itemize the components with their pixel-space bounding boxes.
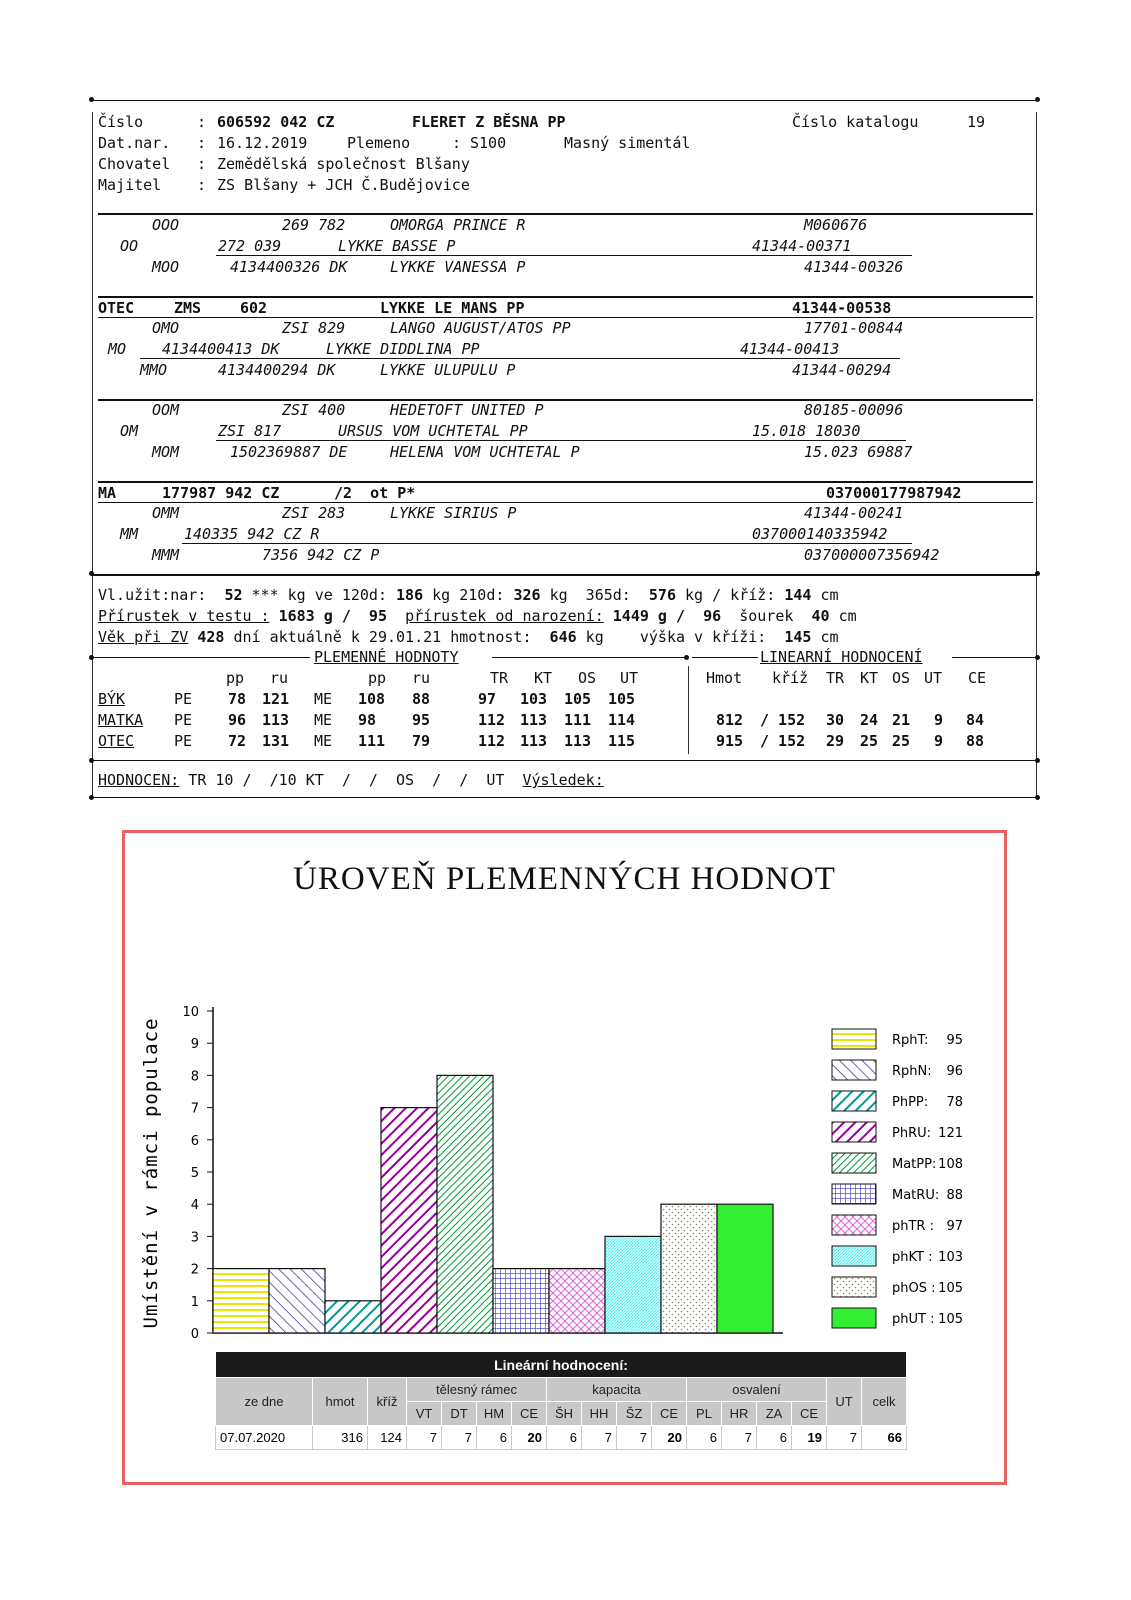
ped-name: LYKKE SIRIUS P (390, 504, 517, 522)
perf-value: 646 (549, 628, 577, 646)
table-cell: 7 (582, 1426, 617, 1450)
ma-code: MA (98, 484, 117, 502)
perf-text: kg 365d: (549, 586, 631, 604)
cell-mpp: 108 (358, 690, 386, 708)
ped-id: ZSI 817 (218, 422, 282, 440)
otec-id: 602 (240, 299, 268, 317)
legend-value: 121 (938, 1126, 963, 1141)
ped-name: LYKKE ULUPULU P (380, 361, 516, 379)
lin-cell: 30 (826, 711, 845, 729)
ped-reg: 41344-00413 (740, 340, 840, 358)
lin-cell: 24 (860, 711, 879, 729)
ped-reg: 037000140335942 (752, 525, 888, 543)
ma-id: 177987 942 CZ (162, 484, 280, 502)
th: ŠZ (617, 1402, 652, 1426)
perf-value: 326 (513, 586, 541, 604)
ped-code: MOO (152, 258, 180, 276)
cell-pe: PE (174, 711, 193, 729)
corner-dot (684, 655, 689, 660)
ped-name: LYKKE VANESSA P (390, 258, 526, 276)
perf-value: 52 (224, 586, 243, 604)
perf-text: Věk při ZV (98, 628, 189, 646)
row-label: MATKA (98, 711, 144, 729)
table-cell: 6 (477, 1426, 512, 1450)
lin-cell: 25 (860, 732, 879, 750)
legend-label: PhPP: (892, 1095, 929, 1110)
legend-label: phKT : (892, 1250, 933, 1265)
lin-cell: 9 (934, 732, 944, 750)
plemeno-name: Masný simentál (564, 134, 691, 152)
bar (493, 1269, 549, 1333)
rule (98, 481, 1033, 483)
lin-cell: 29 (826, 732, 845, 750)
ped-code: MOM (152, 443, 180, 461)
legend-swatch (832, 1184, 876, 1204)
ped-name: LANGO AUGUST/ATOS PP (390, 319, 571, 337)
ped-reg: 037000007356942 (804, 546, 940, 564)
y-tick-label: 2 (190, 1262, 199, 1278)
table-cell: 19 (792, 1426, 827, 1450)
col-head: TR (490, 669, 509, 687)
table-cell: 7 (407, 1426, 442, 1450)
th: CE (652, 1402, 687, 1426)
lin-cell: / 152 (760, 732, 806, 750)
ped-id: 7356 942 CZ P (262, 546, 380, 564)
otec-mid: ZMS (174, 299, 202, 317)
plemeno-value: S100 (470, 134, 507, 152)
th: ŠH (547, 1402, 582, 1426)
legend-label: MatPP: (892, 1157, 937, 1172)
ped-code: OMO (152, 319, 180, 337)
perf-text: kg / kříž: (685, 586, 776, 604)
linear-title: LINEARNÍ HODNOCENÍ (760, 648, 923, 666)
cell-ru: 131 (262, 732, 290, 750)
table-cell: 66 (862, 1426, 907, 1450)
perf-value: 40 (811, 607, 830, 625)
legend-value: 105 (938, 1281, 963, 1296)
cell-pp: 72 (228, 732, 247, 750)
bar (605, 1236, 661, 1333)
y-tick-label: 0 (190, 1327, 199, 1342)
ped-id: ZSI 283 (282, 504, 346, 522)
rule (98, 296, 1033, 298)
col-head: CE (968, 669, 987, 687)
datnar-value: 16.12.2019 (217, 134, 308, 152)
col-head: UT (924, 669, 943, 687)
table-cell: 7 (442, 1426, 477, 1450)
ped-id: ZSI 829 (282, 319, 346, 337)
table-cell: 7 (722, 1426, 757, 1450)
majitel-label: Majitel (98, 176, 162, 194)
ped-reg: 15.018 18030 (752, 422, 861, 440)
legend-swatch (832, 1277, 876, 1297)
table-cell: 316 (313, 1426, 368, 1450)
bottom-rule (92, 797, 1037, 798)
cell-mru: 79 (412, 732, 431, 750)
ped-name: LYKKE BASSE P (338, 237, 456, 255)
ped-id: 269 782 (282, 216, 346, 234)
group-head: kapacita (547, 1378, 687, 1402)
legend-value: 78 (946, 1095, 963, 1110)
col-head: ru (270, 669, 289, 687)
perf-value: 1683 g / 95 (278, 607, 387, 625)
legend-value: 108 (938, 1157, 963, 1172)
cell-os: 105 (564, 690, 592, 708)
corner-dot (1035, 571, 1040, 576)
corner-dot (89, 571, 94, 576)
perf-text: kg (585, 628, 604, 646)
ped-code: MMO (140, 361, 168, 379)
colon: : (197, 155, 207, 173)
legend-label: PhRU: (892, 1126, 932, 1141)
cell-mru: 88 (412, 690, 431, 708)
th: ZA (757, 1402, 792, 1426)
legend-swatch (832, 1215, 876, 1235)
col-head: KT (860, 669, 879, 687)
col-head: pp (368, 669, 387, 687)
ped-id: 4134400326 DK (230, 258, 348, 276)
legend-value: 95 (946, 1033, 963, 1048)
legend-label: RphT: (892, 1033, 929, 1048)
datnar-label: Dat.nar. (98, 134, 171, 152)
lin-cell: 812 (716, 711, 744, 729)
cell-me: ME (314, 711, 333, 729)
chart-bars (213, 1075, 773, 1333)
bar (269, 1269, 325, 1333)
ped-code: OOO (152, 216, 180, 234)
ped-id: ZSI 400 (282, 401, 346, 419)
y-tick-label: 10 (182, 1005, 199, 1020)
ped-code: OO (120, 237, 139, 255)
cell-kt: 113 (520, 711, 548, 729)
perf-line3 (98, 628, 839, 646)
cell-me: ME (314, 732, 333, 750)
col-head: kříž (772, 669, 809, 687)
cell-mpp: 98 (358, 711, 377, 729)
legend-label: RphN: (892, 1064, 932, 1079)
linear-table-title: Lineární hodnocení: (216, 1352, 907, 1378)
col-head: ru (412, 669, 431, 687)
cell-kt: 113 (520, 732, 548, 750)
cell-ut: 115 (608, 732, 636, 750)
col-head: OS (578, 669, 597, 687)
th: HH (582, 1402, 617, 1426)
rule (692, 657, 758, 658)
chovatel-value: Zemědělská společnost Blšany (217, 155, 470, 173)
cell-mpp: 111 (358, 732, 386, 750)
ped-reg: 80185-00096 (804, 401, 904, 419)
rule (92, 760, 1037, 761)
ped-name: URSUS VOM UCHTETAL PP (338, 422, 528, 440)
legend-value: 103 (938, 1250, 963, 1265)
ped-code: OOM (152, 401, 180, 419)
th: kříž (368, 1378, 407, 1426)
perf-value: 145 (784, 628, 812, 646)
cell-tr: 112 (478, 732, 506, 750)
ped-reg: 15.023 69887 (804, 443, 913, 461)
cell-pe: PE (174, 690, 193, 708)
catalog-value: 19 (967, 113, 986, 131)
col-head: TR (826, 669, 845, 687)
bar (437, 1075, 493, 1333)
perf-text: přírustek od narození: (405, 607, 604, 625)
table-cell: 6 (547, 1426, 582, 1450)
plemenne-title: PLEMENNÉ HODNOTY (314, 648, 459, 666)
legend-swatch (832, 1153, 876, 1173)
legend-label: phUT : (892, 1312, 935, 1327)
legend-value: 105 (938, 1312, 963, 1327)
table-cell: 20 (652, 1426, 687, 1450)
legend-swatch (832, 1308, 876, 1328)
legend-swatch (832, 1122, 876, 1142)
th: CE (792, 1402, 827, 1426)
cell-ru: 113 (262, 711, 290, 729)
majitel-value: ZS Blšany + JCH Č.Budějovice (217, 176, 470, 194)
perf-value: 576 (648, 586, 676, 604)
ped-code: OMM (152, 504, 180, 522)
table-cell: 20 (512, 1426, 547, 1450)
th: HR (722, 1402, 757, 1426)
hodnoceni-text: TR 10 / /10 KT / / OS / / UT (179, 771, 514, 789)
ped-reg: 41344-00241 (804, 504, 904, 522)
legend-value: 88 (946, 1188, 963, 1203)
group-head: osvalení (687, 1378, 827, 1402)
underline (216, 255, 912, 256)
lin-cell: 21 (892, 711, 911, 729)
otec-code: OTEC (98, 299, 135, 317)
th: DT (442, 1402, 477, 1426)
colon: : (197, 134, 207, 152)
col-head: Hmot (706, 669, 743, 687)
perf-line1 (98, 586, 839, 604)
ped-name: HEDETOFT UNITED P (390, 401, 544, 419)
row-label: BÝK (98, 690, 126, 708)
colon: : (197, 113, 207, 131)
animal-name: FLERET Z BĚSNA PP (412, 113, 566, 131)
cell-ru: 121 (262, 690, 290, 708)
perf-text: dní aktuálně k 29.01.21 hmotnost: (233, 628, 532, 646)
colon: : (197, 176, 207, 194)
lin-cell: / 152 (760, 711, 806, 729)
rule (92, 574, 1037, 576)
bar (661, 1204, 717, 1333)
group-head: tělesný rámec (407, 1378, 547, 1402)
hodnoceni-line (98, 771, 604, 789)
perf-text: cm (820, 628, 839, 646)
left-border (92, 112, 93, 797)
ped-code: OM (120, 422, 139, 440)
bar (717, 1204, 773, 1333)
right-border (1036, 112, 1037, 797)
cell-ut: 114 (608, 711, 636, 729)
y-tick-label: 9 (190, 1037, 199, 1053)
bar (213, 1269, 269, 1333)
legend-value: 97 (946, 1219, 963, 1234)
corner-dot (1035, 758, 1040, 763)
perf-value: 144 (784, 586, 812, 604)
table-cell: 124 (368, 1426, 407, 1450)
rule (98, 317, 1033, 318)
chart-title: ÚROVEŇ PLEMENNÝCH HODNOT (293, 861, 836, 897)
table-row (216, 1426, 907, 1450)
lin-cell: 915 (716, 732, 744, 750)
lin-cell: 84 (966, 711, 985, 729)
bar (549, 1269, 605, 1333)
legend-swatch (832, 1246, 876, 1266)
lin-cell: 88 (966, 732, 985, 750)
ped-reg: 17701-00844 (804, 319, 904, 337)
ped-id: 4134400413 DK (162, 340, 280, 358)
cell-me: ME (314, 690, 333, 708)
legend-label: phOS : (892, 1281, 936, 1296)
ped-code: MO (108, 340, 127, 358)
y-tick-label: 4 (190, 1198, 199, 1214)
bar (325, 1301, 381, 1333)
table-cell: 7 (617, 1426, 652, 1450)
legend-label: MatRU: (892, 1188, 940, 1203)
y-tick-label: 6 (190, 1133, 199, 1149)
otec-name: LYKKE LE MANS PP (380, 299, 525, 317)
y-tick-label: 1 (190, 1294, 199, 1310)
cell-tr: 97 (478, 690, 497, 708)
underline (140, 358, 900, 359)
col-head: OS (892, 669, 911, 687)
table-cell: 07.07.2020 (216, 1426, 313, 1450)
ped-id: 1502369887 DE (230, 443, 348, 461)
y-tick-label: 3 (190, 1230, 199, 1246)
chart-panel (122, 830, 1007, 1485)
perf-text: Přírustek v testu : (98, 607, 270, 625)
top-rule (92, 100, 1037, 101)
hodnoceni-label: HODNOCEN: (98, 771, 180, 789)
legend-swatch (832, 1091, 876, 1111)
rule (492, 657, 684, 658)
perf-line2 (98, 607, 857, 625)
cell-pp: 96 (228, 711, 247, 729)
ped-reg: 41344-00326 (804, 258, 904, 276)
ped-code: MMM (152, 546, 180, 564)
corner-dot (89, 795, 94, 800)
underline (182, 543, 912, 544)
legend-label: phTR : (892, 1219, 934, 1234)
perf-text: šourek (739, 607, 794, 625)
linear-table (215, 1351, 907, 1450)
corner-dot (1035, 655, 1040, 660)
y-tick-label: 8 (190, 1069, 199, 1085)
rule (92, 657, 310, 658)
perf-text: výška v kříži: (639, 628, 767, 646)
table-cell: 7 (827, 1426, 862, 1450)
corner-dot (1035, 795, 1040, 800)
ped-id: 4134400294 DK (218, 361, 336, 379)
th: UT (827, 1378, 862, 1426)
catalog-label: Číslo katalogu (792, 113, 919, 131)
th: VT (407, 1402, 442, 1426)
bar (381, 1108, 437, 1333)
perf-text: cm (838, 607, 857, 625)
ped-reg: 41344-00294 (792, 361, 892, 379)
ped-id: 140335 942 CZ R (184, 525, 320, 543)
rule (98, 213, 1033, 215)
cell-pe: PE (174, 732, 193, 750)
corner-dot (89, 758, 94, 763)
col-head: pp (226, 669, 245, 687)
cell-kt: 103 (520, 690, 548, 708)
perf-text: Vl.užit:nar: (98, 586, 207, 604)
th: celk (862, 1378, 907, 1426)
ped-name: HELENA VOM UCHTETAL P (390, 443, 580, 461)
y-axis-label: Umístění v rámci populace (140, 1017, 162, 1329)
cislo-value: 606592 042 CZ (217, 113, 335, 131)
perf-text: kg 210d: (432, 586, 505, 604)
divider (688, 666, 689, 754)
cell-os: 113 (564, 732, 592, 750)
th: ze dne (216, 1378, 313, 1426)
ped-reg: 41344-00371 (752, 237, 852, 255)
rule (952, 657, 1037, 658)
perf-value: 428 (197, 628, 225, 646)
cislo-label: Číslo (98, 113, 144, 131)
perf-text: *** kg ve 120d: (251, 586, 387, 604)
ma-reg: 037000177987942 (826, 484, 962, 502)
rule (98, 502, 1033, 503)
chart-legend (832, 1029, 963, 1328)
legend-swatch (832, 1060, 876, 1080)
th: hmot (313, 1378, 368, 1426)
vysledek-label: Výsledek: (522, 771, 604, 789)
table-cell: 6 (687, 1426, 722, 1450)
cell-os: 111 (564, 711, 592, 729)
ped-name: OMORGA PRINCE R (390, 216, 526, 234)
chovatel-label: Chovatel (98, 155, 171, 173)
th: CE (512, 1402, 547, 1426)
y-tick-label: 7 (190, 1101, 199, 1117)
cell-mru: 95 (412, 711, 431, 729)
legend-swatch (832, 1029, 876, 1049)
table-cell: 6 (757, 1426, 792, 1450)
corner-dot (89, 655, 94, 660)
perf-value: 1449 g / 96 (612, 607, 722, 625)
cell-tr: 112 (478, 711, 506, 729)
lin-cell: 25 (892, 732, 911, 750)
th: PL (687, 1402, 722, 1426)
animal-card (92, 100, 1037, 820)
plemeno-label: Plemeno (347, 134, 411, 152)
otec-reg: 41344-00538 (792, 299, 892, 317)
cell-pp: 78 (228, 690, 247, 708)
underline (216, 440, 906, 441)
ped-reg: M060676 (804, 216, 868, 234)
lin-cell: 9 (934, 711, 944, 729)
y-tick-label: 5 (190, 1166, 199, 1181)
ped-name: LYKKE DIDDLINA PP (326, 340, 480, 358)
ma-mid: /2 ot P* (334, 484, 416, 502)
perf-value: 186 (396, 586, 424, 604)
legend-value: 96 (946, 1064, 963, 1079)
col-head: KT (534, 669, 553, 687)
th: HM (477, 1402, 512, 1426)
ped-id: 272 039 (218, 237, 282, 255)
colon: : (452, 134, 462, 152)
perf-text: cm (820, 586, 839, 604)
col-head: UT (620, 669, 639, 687)
row-label: OTEC (98, 732, 135, 750)
ped-code: MM (120, 525, 139, 543)
cell-ut: 105 (608, 690, 636, 708)
